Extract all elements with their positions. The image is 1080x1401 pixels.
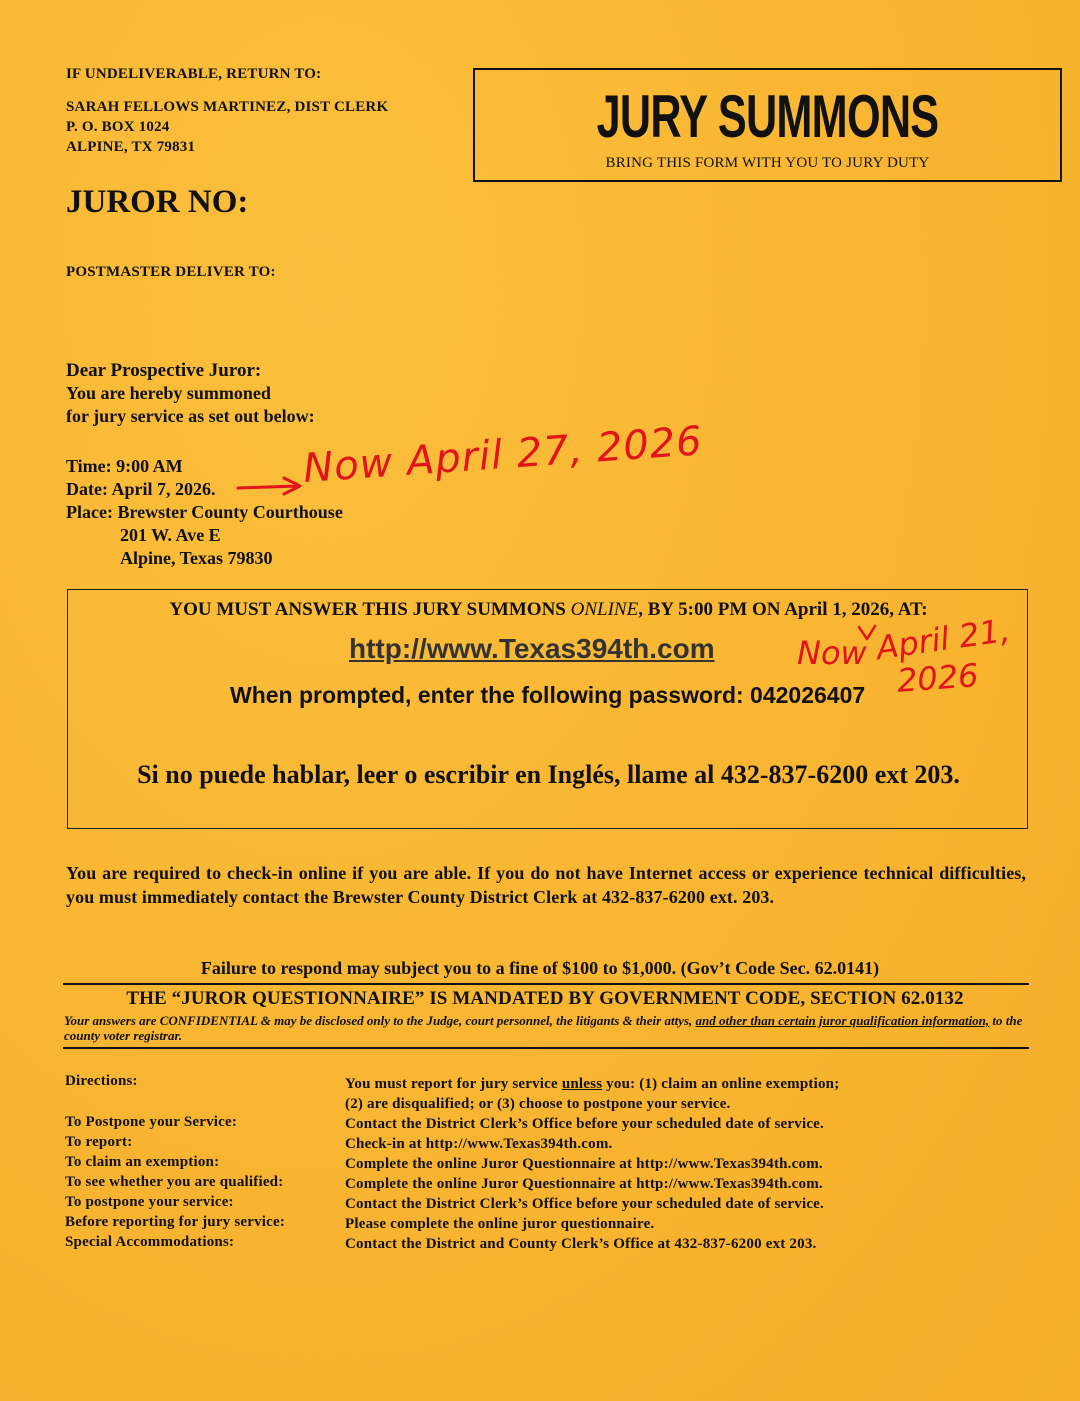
page-title: JURY SUMMONS — [596, 83, 939, 150]
answer-instruction-suffix: , BY 5:00 PM ON April 1, 2026, AT: — [638, 599, 928, 620]
directions-value: Contact the District Clerk’s Office before your scheduled date of service. — [345, 1196, 824, 1212]
directions-intro — [345, 1074, 839, 1094]
return-address — [66, 97, 388, 157]
greeting-line: You are hereby summoned — [66, 383, 271, 403]
password-instruction: When prompted, enter the following password: 042026407 — [230, 682, 866, 708]
summons-website-link[interactable]: http://www.Texas394th.com — [349, 633, 715, 664]
directions-value: Check-in at http://www.Texas394th.com. — [345, 1136, 613, 1152]
return-label: IF UNDELIVERABLE, RETURN TO: — [66, 66, 322, 82]
confidentiality-part: Your answers are CONFIDENTIAL & may be disclosed only to the Judge, court personnel, the litigants & their attys, — [64, 1013, 696, 1028]
directions-label: To postpone your service: — [65, 1194, 234, 1210]
directions-values — [345, 1074, 839, 1254]
directions-value: Complete the online Juror Questionnaire at http://www.Texas394th.com. — [345, 1156, 823, 1172]
return-city: ALPINE, TX 79831 — [66, 139, 196, 155]
greeting-line: for jury service as set out below: — [66, 406, 315, 426]
directions-label: To report: — [65, 1134, 133, 1150]
directions-label: Directions: — [65, 1073, 138, 1089]
directions-intro-unless: unless — [561, 1076, 603, 1092]
confidentiality-note — [64, 1013, 1026, 1043]
title-subtitle: BRING THIS FORM WITH YOU TO JURY DUTY — [605, 155, 930, 171]
confidentiality-part: to the county voter registrar. — [64, 1013, 1023, 1043]
directions-label: To see whether you are qualified: — [65, 1174, 284, 1190]
service-place: Place: Brewster County Courthouse — [66, 502, 343, 522]
confidentiality-part: and other than certain juror qualification information, — [695, 1013, 990, 1028]
return-box: P. O. BOX 1024 — [66, 119, 170, 135]
answer-instruction — [68, 599, 1029, 621]
handwritten-new-date: Now April 27, 2026 — [301, 418, 705, 492]
answer-instruction-online: ONLINE — [570, 599, 639, 620]
postmaster-label: POSTMASTER DELIVER TO: — [66, 264, 276, 280]
directions-labels — [65, 1071, 285, 1252]
handwritten-deadline-date: April 21, — [874, 610, 1013, 668]
directions-intro-part: You must report for jury service — [345, 1076, 562, 1092]
juror-number-label: JUROR NO: — [66, 184, 249, 220]
service-address-line: Alpine, Texas 79830 — [120, 548, 273, 568]
handwritten-deadline-year: 2026 — [895, 656, 980, 700]
questionnaire-mandate: THE “JUROR QUESTIONNAIRE” IS MANDATED BY GOVERNMENT CODE, SECTION 62.0132 — [126, 988, 964, 1009]
handwritten-deadline-now: Now — [797, 634, 867, 672]
divider — [63, 983, 1029, 985]
directions-label: Special Accommodations: — [65, 1234, 235, 1250]
directions-value: Please complete the online juror questionnaire. — [345, 1216, 655, 1232]
service-address-line: 201 W. Ave E — [120, 525, 221, 545]
directions-value: Contact the District Clerk’s Office before your scheduled date of service. — [345, 1116, 824, 1132]
checkin-requirement: You are required to check-in online if you are able. If you do not have Internet access or experience technical difficulties, you must immediately contact the Brewster County District Clerk at 432-837-6200 ext. 203. — [66, 863, 1026, 907]
divider — [63, 1047, 1029, 1049]
directions-value: Contact the District and County Clerk’s Office at 432-837-6200 ext 203. — [345, 1236, 817, 1252]
spanish-instruction: Si no puede hablar, leer o escribir en Inglés, llame al 432-837-6200 ext 203. — [137, 760, 960, 789]
directions-label: To Postpone your Service: — [65, 1114, 238, 1130]
failure-warning: Failure to respond may subject you to a fine of $100 to $1,000. (Gov’t Code Sec. 62.0141) — [200, 958, 880, 978]
return-name: SARAH FELLOWS MARTINEZ, DIST CLERK — [66, 99, 389, 115]
title-box — [473, 68, 1062, 182]
directions-value: Complete the online Juror Questionnaire at http://www.Texas394th.com. — [345, 1176, 823, 1192]
directions-intro-line2: (2) are disqualified; or (3) choose to postpone your service. — [345, 1096, 731, 1112]
directions-label: To claim an exemption: — [65, 1154, 220, 1170]
answer-online-box — [67, 589, 1028, 829]
service-date: Date: April 7, 2026. — [66, 479, 216, 499]
handwritten-arrow-icon — [236, 470, 306, 500]
service-time: Time: 9:00 AM — [66, 456, 183, 476]
directions-label: Before reporting for jury service: — [65, 1214, 286, 1230]
directions-intro-part: you: (1) claim an online exemption; — [602, 1076, 840, 1092]
greeting — [66, 359, 315, 428]
greeting-line: Dear Prospective Juror: — [66, 360, 262, 381]
answer-instruction-prefix: YOU MUST ANSWER THIS JURY SUMMONS — [169, 599, 571, 620]
